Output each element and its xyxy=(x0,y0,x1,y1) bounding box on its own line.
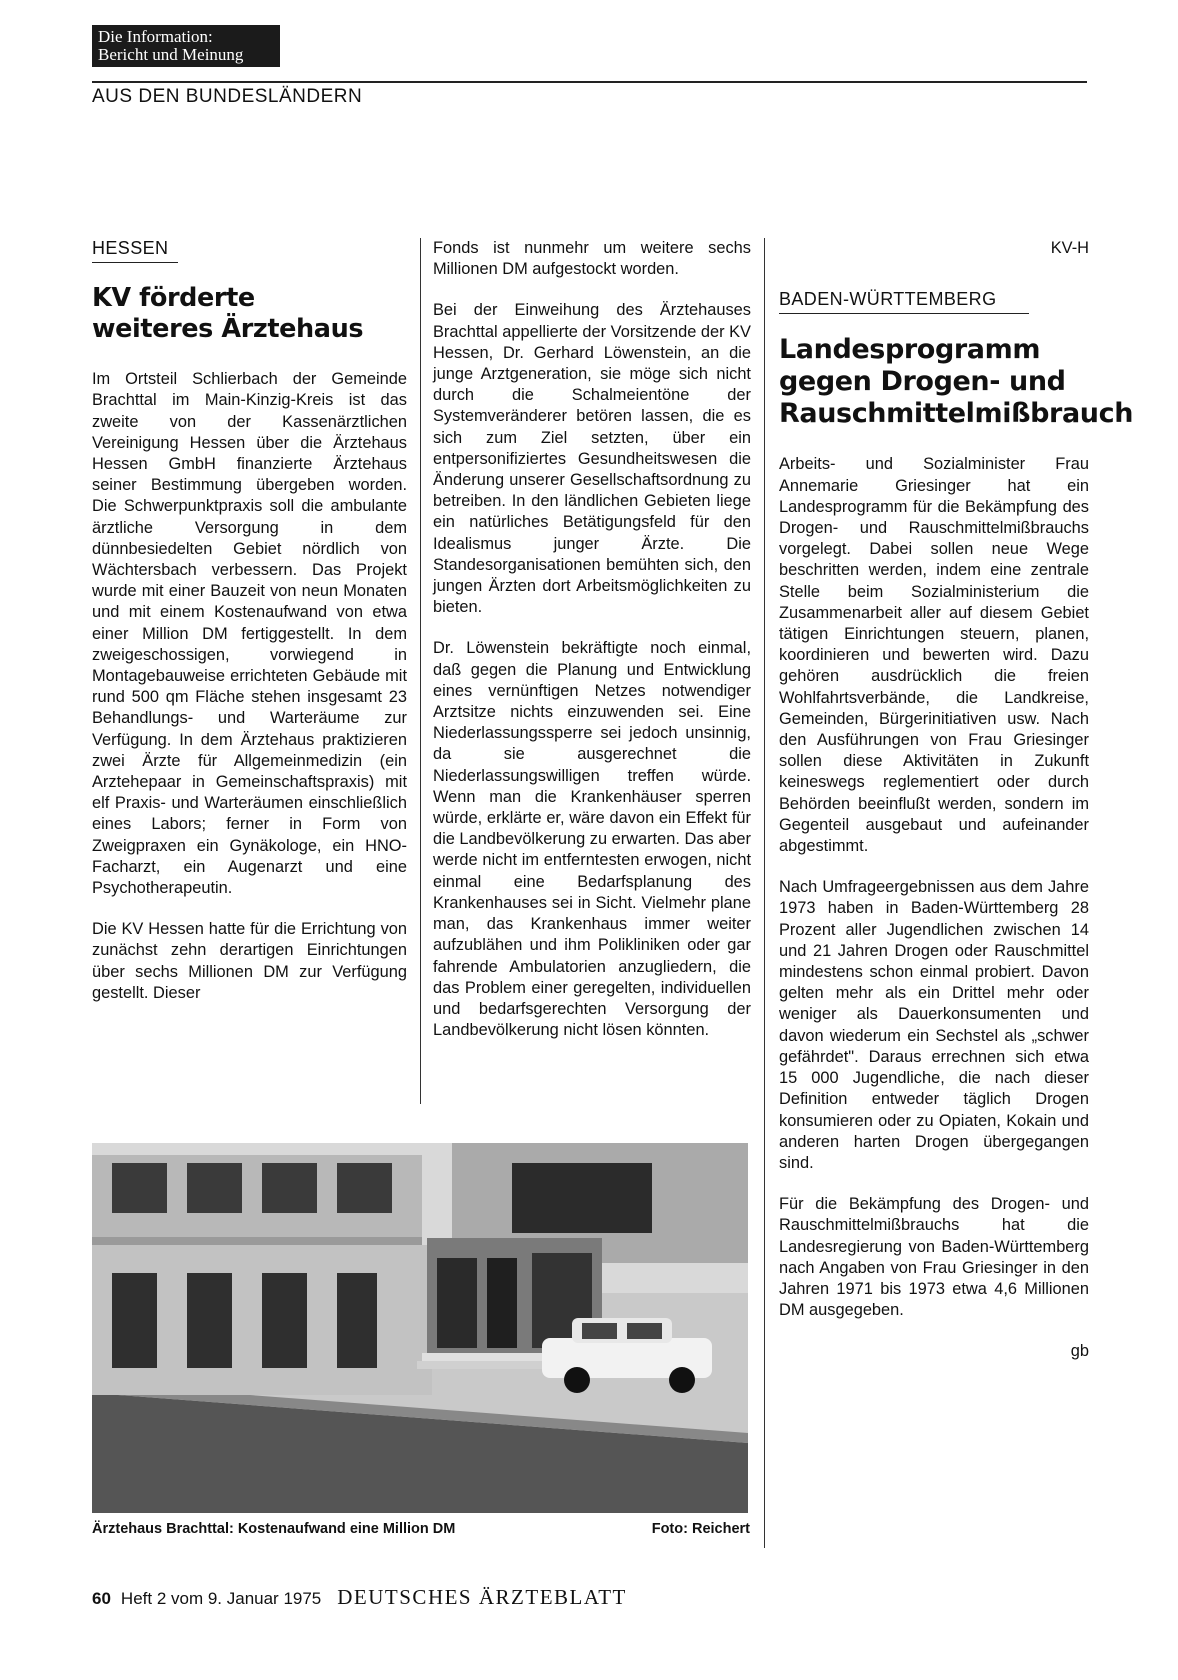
photo-caption xyxy=(92,1521,750,1537)
signature-line xyxy=(779,238,1089,259)
rubric-badge xyxy=(92,25,280,67)
rubric-line-1: Die Information: xyxy=(98,27,213,46)
building-photo xyxy=(92,1143,748,1513)
headline-line: Landesprogramm xyxy=(779,334,1041,366)
signature-line xyxy=(779,1341,1089,1362)
rubric-line-2: Bericht und Meinung xyxy=(98,45,244,64)
building-photo-drawing xyxy=(92,1143,748,1513)
headline-line: gegen Drogen- und xyxy=(779,366,1066,398)
region-underline xyxy=(92,262,178,263)
caption-text: Ärztehaus Brachttal: Kostenaufwand eine Million DM xyxy=(92,1521,456,1537)
top-rule xyxy=(92,81,1087,83)
article-signature: gb xyxy=(1070,1342,1089,1361)
article-paragraph: Dr. Löwenstein bekräftigte noch einmal, daß gegen die Planung und Entwicklung eines vernünftigen Netzes notwendiger Arztsitze nichts einzuwenden sei. Eine Niederlassungssperre sei jedoch unsinnig, da sie ausgerechnet die Niederlassungswilligen treffen würde. Wenn man die Krankenhäuser sperren würde, erklärte er, wäre davon ein Effekt für die Landbevölkerung zu erwarten. Das aber werde nicht im entferntesten erwogen, nicht einmal eine Bedarfsplanung des Krankenhauses sei in Sicht. Vielmehr plane man, das Krankenhaus immer weiter aufzublähen und ihm Polikliniken oder gar fahrende Ambulatorien anzugliedern, die das Problem einer geregelten, individuellen und bedarfsgerechten Versorgung der Landbevölkerung nicht lösen könnten. xyxy=(433,639,751,1040)
page-number: 60 xyxy=(92,1589,111,1608)
headline-bw xyxy=(779,334,1134,430)
region-label-hessen: HESSEN xyxy=(92,238,169,258)
photo-credit: Foto: Reichert xyxy=(651,1521,750,1537)
magazine-title: DEUTSCHES ÄRZTEBLATT xyxy=(337,1585,627,1609)
headline-line: Rauschmittelmißbrauch xyxy=(779,398,1134,430)
column-1 xyxy=(92,238,407,1004)
article-paragraph: Im Ortsteil Schlierbach der Gemeinde Brachttal im Main-Kinzig-Kreis ist das zweite von der Kassenärztlichen Vereinigung Hessen über die Ärztehaus Hessen GmbH finanzierte Ärztehaus seiner Bestimmung übergeben worden. Die Schwerpunktpraxis soll die ambulante ärztliche Versorgung in dem dünnbesiedelten Gebiet nördlich von Wächtersbach verbessern. Das Projekt wurde mit einer Bauzeit von neun Monaten und mit einem Kostenaufwand von etwa einer Million DM fertiggestellt. In dem zweigeschossigen, vorwiegend in Montagebauweise errichteten Gebäude mit rund 500 qm Fläche stehen insgesamt 23 Behandlungs- und Warteräume zur Verfügung. In dem Ärztehaus praktizieren zwei Ärzte für Allgemeinmedizin (ein Arztehepaar in Gemeinschaftspraxis) mit elf Praxis- und Warteräumen einschließlich eines Labors; ferner in Form von Zweigpraxen ein Gynäkologe, ein HNO-Facharzt, ein Augenarzt und eine Psychotherapeutin. xyxy=(92,370,407,898)
section-header: AUS DEN BUNDESLÄNDERN xyxy=(92,86,363,107)
article-paragraph: Arbeits- und Sozialminister Frau Annemarie Griesinger hat ein Landesprogramm für die Bekämpfung des Drogen- und Rauschmittelmißbrauchs vorgelegt. Dabei sollen neue Wege beschritten werden, indem eine zentrale Stelle beim Sozialministerium die Zusammenarbeit aller auf diesem Gebiet tätigen Einrichtungen steuern, planen, koordinieren und bewerten wird. Dazu gehören ausdrücklich die freien Wohlfahrtsverbände, die Landkreise, Gemeinden, Bürgerinitiativen usw. Nach den Ausführungen von Frau Griesinger sollen diese Aktivitäten in Zukunft keineswegs reglementiert oder durch Behörden beeinflußt werden, sondern im Gegenteil ausgebaut und aufeinander abgestimmt. xyxy=(779,455,1089,856)
article-paragraph: Fonds ist nunmehr um weitere sechs Millionen DM aufgestockt worden. xyxy=(433,239,751,279)
column-3 xyxy=(779,238,1134,1363)
headline-hessen xyxy=(92,283,407,345)
article-paragraph: Die KV Hessen hatte für die Errichtung von zunächst zehn derartigen Einrichtungen über sechs Millionen DM zur Verfügung gestellt. Dieser xyxy=(92,920,407,1002)
article-paragraph: Für die Bekämpfung des Drogen- und Rauschmittelmißbrauchs hat die Landesregierung von Baden-Württemberg nach Angaben von Frau Griesinger in den Jahren 1971 bis 1973 etwa 4,6 Millionen DM ausgegeben. xyxy=(779,1195,1089,1320)
region-label-bw: BADEN-WÜRTTEMBERG xyxy=(779,289,997,310)
article-paragraph: Nach Umfrageergebnissen aus dem Jahre 1973 haben in Baden-Württemberg 28 Prozent aller Jugendlichen zwischen 14 und 21 Jahren Drogen oder Rauschmittel mindestens schon einmal probiert. Davon gelten mehr als ein Drittel mehr oder weniger als Dauerkonsumenten und davon wiederum ein Sechstel als „schwer gefährdet". Daraus errechnen sich etwa 15 000 Jugendliche, die nach dieser Definition entweder täglich Drogen konsumieren oder zu Opiaten, Kokain und anderen harten Drogen übergegangen sind. xyxy=(779,878,1089,1172)
column-2 xyxy=(433,238,751,1041)
region-underline xyxy=(779,313,1029,314)
article-paragraph: Bei der Einweihung des Ärztehauses Brachttal appellierte der Vorsitzende der KV Hessen, Dr. Gerhard Löwenstein, an die junge Arztgeneration, sie möge sich nicht durch die Schalmeientöne der Systemveränderer betören lassen, die es sich zum Ziel setzten, über ein entpersonifiziertes Gesundheitswesen die Änderung unserer Gesellschaftsordnung zu betreiben. In den ländlichen Gebieten liege ein natürliches Betätigungsfeld für den Idealismus junger Ärzte. Die Standesorganisationen bemühten sich, den jungen Ärzten dort Arbeitsmöglichkeiten zu bieten. xyxy=(433,301,751,617)
issue-info: Heft 2 vom 9. Januar 1975 xyxy=(120,1589,322,1608)
column-divider-2 xyxy=(764,238,765,1548)
column-divider-1 xyxy=(420,238,421,1104)
article-signature: KV-H xyxy=(1050,239,1089,257)
headline-line: weiteres Ärztehaus xyxy=(92,314,364,345)
page-footer xyxy=(92,1585,627,1610)
headline-line: KV förderte xyxy=(92,283,255,314)
